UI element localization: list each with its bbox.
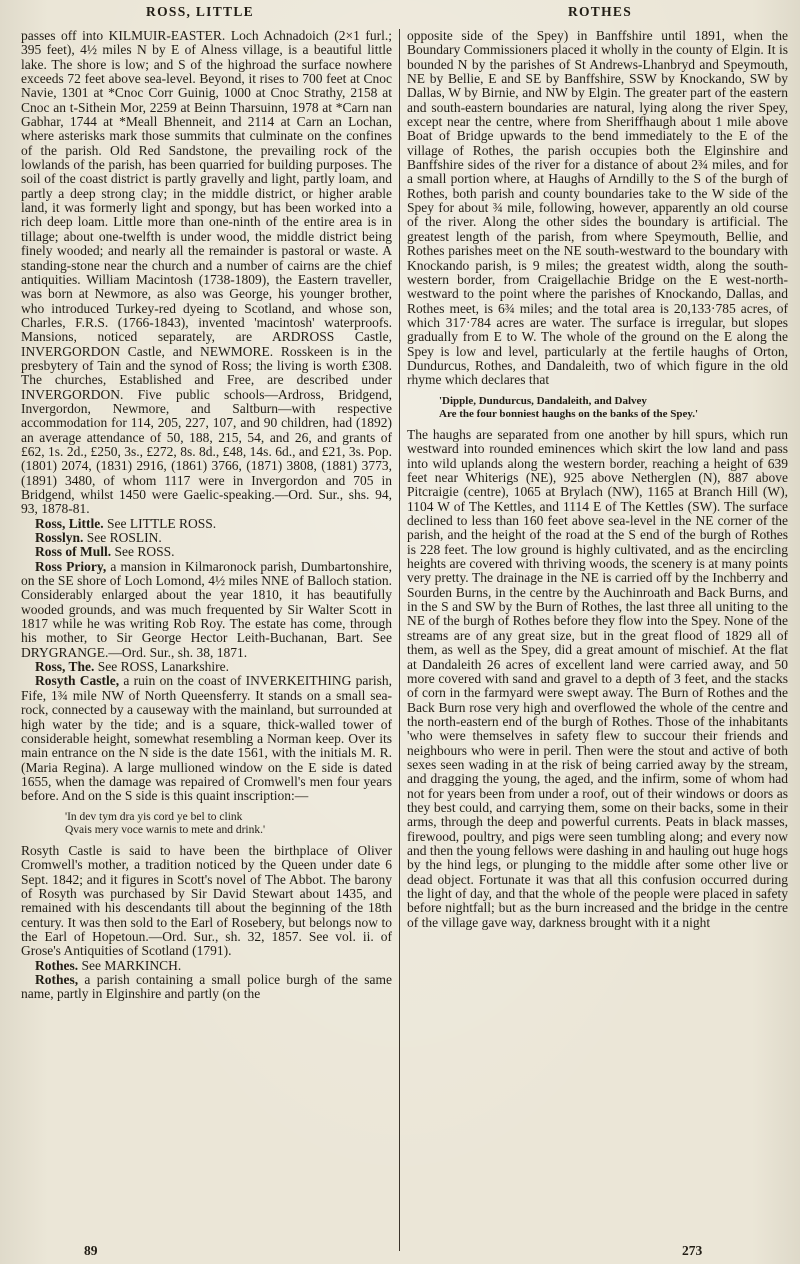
text-columns — [21, 29, 789, 1251]
paragraph-rothes-boundaries: opposite side of the Spey) in Banffshire until 1891, when the Boundary Commissioners placed it wholly in the county of Elgin. It is bounded N by the parishes of St Andrews-Lhanbryd and Speymouth, NE by Bellie, E and SE by Banffshire, SSW by Knockando, SW by Dallas, W by Birnie, and NW by Elgin. The greater part of the eastern and south-eastern boundaries are natural, lying along the river Spey, except near the centre, where from Sheriffhaugh about 1 mile above Boat of Bridge upwards to the bend immediately to the E of the village of Rothes, the parish occupies both the Elginshire and Banffshire sides of the river for a distance of about 2¾ miles, and for a small portion where, at Haughs of Arndilly to the S of the burgh of Rothes, both parish and county boundaries take to the W side of the Spey for about ¾ mile, following, however, apparently an old course of the river. Along the other sides the boundary is artificial. The greatest length of the parish, from where Speymouth, Bellie, and Rothes parishes meet on the NE south-westward to the boundary with Knockando parish, is 9 miles; the greatest width, along the south-western border, from Craigellachie Bridge on the E west-north-westward to the point where the parishes of Knockando, Dallas, and Rothes meet, is 6¾ miles; and the total area is 20,133·785 acres, of which 317·784 acres are water. The surface is irregular, but slopes gradually from E to W. The whole of the ground on the E along the Spey is low and level, particularly at the fertile haughs of Orton, Dundurcus, Rothes, and Dandaleith, two of which figure in the old rhyme which declares that — [407, 29, 788, 388]
entry-title: Rosslyn. — [35, 530, 84, 546]
entry-rothes-parish — [21, 973, 392, 1002]
entry-ross-of-mull — [21, 545, 392, 559]
running-head-right: ROTHES — [567, 4, 633, 19]
inscription-verse — [65, 811, 392, 837]
entry-title: Ross Priory, — [35, 558, 107, 574]
entry-text: See ROSS, Lanarkshire. — [97, 659, 230, 675]
entry-text: See ROSS. — [114, 544, 175, 560]
entry-title: Ross, The. — [35, 659, 95, 675]
entry-text: a ruin on the coast of INVERKEITHING parish, Fife, 1¾ mile NW of North Queensferry. It stands on a small sea-rock, connected by a causeway with the mainland, but surrounded at high water by the tide; and is a square, thick-walled tower of considerable height, somewhat resembling a Norman keep. Over its main entrance on the N side is the date 1561, with the initials M. R. (Maria Regina). A large mullioned window on the E side is dated 1655, when the damage was repaired of Cromwell's men four years before. And on the S side is this quaint inscription:— — [21, 673, 392, 804]
left-column — [21, 29, 392, 1251]
verse-line: 'Dipple, Dundurcus, Dandaleith, and Dalvey — [439, 394, 647, 407]
verse-line: Are the four bonniest haughs on the banks of the Spey.' — [439, 407, 699, 420]
entry-title: Ross, Little. — [35, 515, 104, 531]
entry-ross-little — [21, 517, 392, 531]
haughs-rhyme-verse — [439, 395, 788, 421]
entry-ross-priory — [21, 560, 392, 660]
entry-text: a parish containing a small police burgh of the same name, partly in Elginshire and partly (on the — [21, 972, 392, 1002]
entry-title: Ross of Mull. — [35, 544, 112, 560]
entry-ross-the — [21, 660, 392, 674]
verse-line: 'In dev tym dra yis cord ye bel to clink — [65, 810, 243, 823]
column-divider — [399, 29, 400, 1251]
paragraph-rothes-haughs: The haughs are separated from one another by hill spurs, which run westward into rounded eminences which skirt the low land and pass into wild uplands along the western border, reaching a height of 639 feet near Whiterigs (NE), 925 above Netherglen (N), 887 above Pitcraigie (centre), 1065 at Brylach (NW), 1165 at Branch Hill (W), 1104 W of The Kettles, and 1114 E of The Kettles (SW). The surface declined to less than 160 feet above sea-level in the NE corner of the parish, and the height of the road at the S end of the burgh of Rothes is 228 feet. The low ground is highly cultivated, and as the encircling heights are covered with thriving woods, the scenery is at many points very pretty. The drainage in the NE is carried off by the Inchberry and Sourden Burns, in the centre by the Auchinroath and Back Burns, and in the S and SW by the Burn of Rothes, the last three all uniting to the NE of the burgh of Rothes before they flow into the Spey. None of the streams are of any great size, but in the great flood of 1829 all of them, as well as the Spey, did a great amount of mischief. At the flat at Dandaleith 26 acres of excellent land were carried away, and 50 more covered with sand and gravel to a depth of 3 feet, and the stacks of corn in the farmyard were swept away. The Burn of Rothes and the Back Burn rose very high and overflowed the whole of the centre and the north-eastern end of the burgh of Rothes. Those of the inhabitants 'who were themselves in safety flew to succour their friends and neighbours who were in peril. Then were the stout and active of both sexes seen wading in at the risk of being carried away by the stream, and dragging the young, the aged, and the infirm, some of whom had not for years been from under a roof, out of their windows or doors as they best could, and carrying them, some on their backs, some in their arms, through the deep and powerful currents. Peats in black masses, firewood, poultry, and pigs were seen tumbling along; and every now and then the young fellows were dashing in and hauling out huge hogs by the hind legs, or plunging to the middle after some other live or dead object. Fortunate it was that all this confusion occurred during the light of day, and that the whole of the people were placed in safety before nightfall; but as the burn increased and the bridge in the centre of the village gave way, darkness brought with it a night — [407, 427, 788, 930]
entry-text: See LITTLE ROSS. — [107, 515, 217, 531]
entry-rosyth-castle — [21, 674, 392, 803]
entry-rosslyn — [21, 531, 392, 545]
entry-title: Rothes. — [35, 957, 79, 973]
verse-line: Qvais mery voce warnis to mete and drink.' — [65, 823, 266, 836]
paragraph-rosskeen-continuation: passes off into KILMUIR-EASTER. Loch Achnadoich (2×1 furl.; 395 feet), 4½ miles N by E of Alness village, is a beautiful little lake. The shore is low; and S of the highroad the surface nowhere exceeds 72 feet above sea-level. Beyond, it rises to 700 feet at Cnoc Navie, 1301 at *Cnoc Corr Guinig, 1000 at Cnoc Strathy, 2158 at Cnoc an t-Sithein Mor, 2259 at Beinn Tharsuinn, 1978 at *Carn nan Gabhar, 1744 at *Meall Bhenneit, and 2114 at Carn an Lochan, where asterisks mark those summits that culminate on the confines of the parish. Old Red Sandstone, the prevailing rock of the lowlands of the parish, has been quarried for building purposes. The soil of the coast district is partly gravelly and light, partly loam, and partly a deep strong clay; in the middle district, or higher arable land, it was formerly light and spongy, but has been worked into a rich deep loam. Little more than one-ninth of the entire area is in tillage; about one-twelfth is under wood, the middle district being finely wooded; and nearly all the remainder is pastoral or waste. A standing-stone near the church and a number of cairns are the chief antiquities. William Macintosh (1738-1809), the Eastern traveller, was born at Newmore, as also was George, his younger brother, who introduced Turkey-red dyeing to Scotland, and whose son, Charles, F.R.S. (1766-1843), invented 'macintosh' waterproofs. Mansions, noticed separately, are ARDROSS Castle, INVERGORDON Castle, and NEWMORE. Rosskeen is in the presbytery of Tain and the synod of Ross; the living is worth £308. The churches, Established and Free, are described under INVERGORDON. Five public schools—Ardross, Bridgend, Invergordon, Newmore, and Saltburn—with respective accommodation for 114, 205, 227, 107, and 90 children, had (1892) an average attendance of 50, 188, 215, 54, and 26, and grants of £62, 1s. 2d., £250, 3s., £272, 8s. 8d., £48, 14s. 6d., and £21, 3s. Pop. (1801) 2074, (1831) 2916, (1861) 3766, (1871) 3808, (1881) 3773, (1891) 3480, of whom 1117 were in Invergordon and 705 in Bridgend, whilst 1450 were Gaelic-speaking.—Ord. Sur., shs. 94, 93, 1878-81. — [21, 29, 392, 517]
running-heads — [0, 4, 800, 20]
page-number-right: 273 — [682, 1243, 703, 1258]
entry-text: a mansion in Kilmaronock parish, Dumbartonshire, on the SE shore of Loch Lomond, 4½ miles NNE of Balloch station. Considerably enlarged about the year 1810, it has beautifully wooded grounds, and was much frequented by Sir Walter Scott in 1817 while he was writing Rob Roy. The estate has come, through his mother, to Sir George Hector Leith-Buchanan, Bart. See DRYGRANGE.—Ord. Sur., sh. 38, 1871. — [21, 558, 392, 660]
entry-text: See ROSLIN. — [86, 530, 162, 546]
entry-title: Rosyth Castle, — [35, 673, 120, 689]
entry-text: See MARKINCH. — [81, 957, 182, 973]
running-head-left: ROSS, LITTLE — [146, 4, 254, 19]
page-number-left: 89 — [84, 1243, 98, 1258]
entry-title: Rothes, — [35, 972, 79, 988]
paragraph-rosyth-continuation: Rosyth Castle is said to have been the birthplace of Oliver Cromwell's mother, a tradition noticed by the Queen under date 6 Sept. 1842; and it figures in Scott's novel of The Abbot. The barony of Rosyth was purchased by Sir David Stewart about 1435, and remained with his descendants till about the beginning of the 18th century. It was then sold to the Earl of Rosebery, but belongs now to the Earl of Hopetoun.—Ord. Sur., sh. 32, 1857. See vol. ii. of Grose's Antiquities of Scotland (1791). — [21, 842, 392, 959]
entry-rothes-see — [21, 959, 392, 973]
right-column — [407, 29, 788, 1251]
